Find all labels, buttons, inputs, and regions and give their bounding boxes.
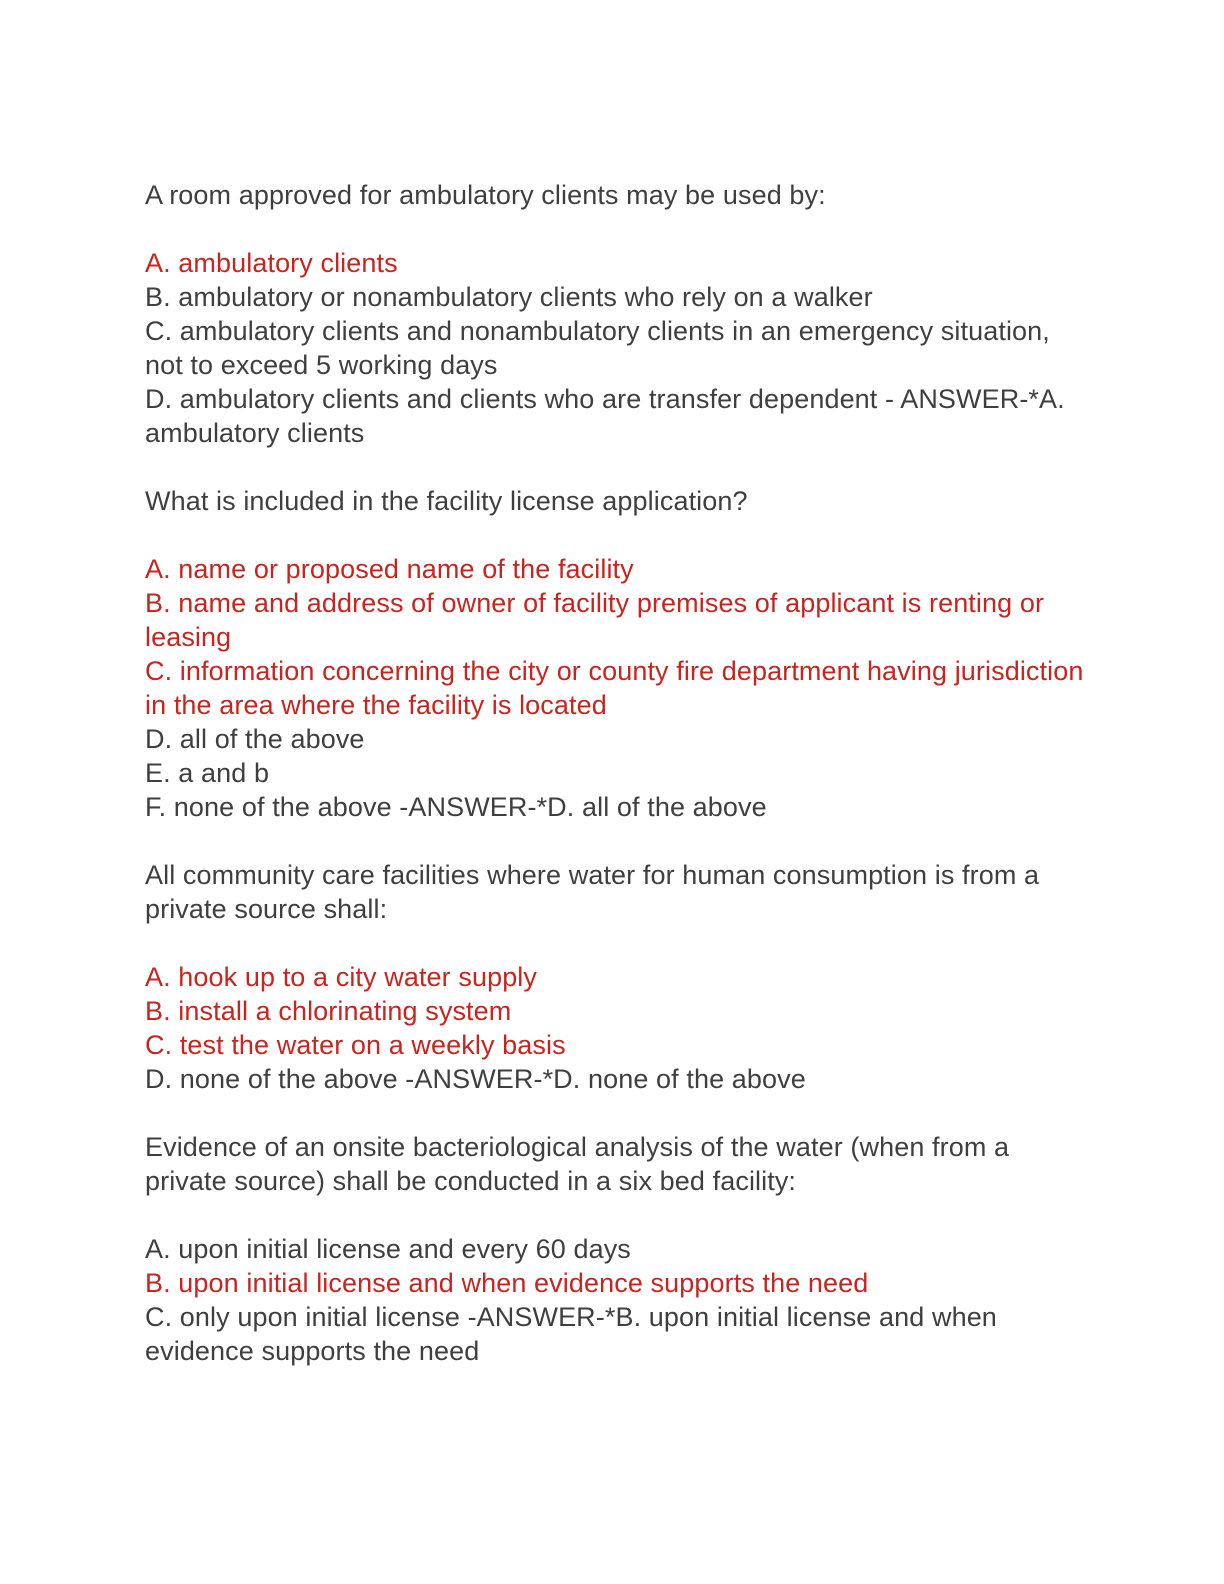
option-line: B. install a chlorinating system [145,996,512,1026]
question-text: All community care facilities where water for human consumption is from a private source shall: [145,860,1040,924]
option-line: C. only upon initial license -ANSWER-*B. upon initial license and when evidence supports the need [145,1302,997,1366]
option-line: B. ambulatory or nonambulatory clients who rely on a walker [145,282,873,312]
question-text: A room approved for ambulatory clients may be used by: [145,180,826,210]
option-line: D. none of the above -ANSWER-*D. none of the above [145,1064,806,1094]
options-group [145,960,1087,1096]
document-page [145,178,1087,1402]
option-line: C. information concerning the city or county fire department having jurisdiction in the area where the facility is located [145,656,1084,720]
option-line: A. upon initial license and every 60 days [145,1234,631,1264]
options-group [145,552,1087,824]
options-group [145,246,1087,450]
option-line: F. none of the above -ANSWER-*D. all of the above [145,792,767,822]
options-group [145,1232,1087,1368]
option-line: A. hook up to a city water supply [145,962,538,992]
option-line: A. ambulatory clients [145,248,398,278]
option-line: B. name and address of owner of facility premises of applicant is renting or leasing [145,588,1045,652]
question-text: Evidence of an onsite bacteriological analysis of the water (when from a private source) shall be conducted in a six bed facility: [145,1132,1010,1196]
option-line: C. test the water on a weekly basis [145,1030,566,1060]
option-line: C. ambulatory clients and nonambulatory clients in an emergency situation, not to exceed 5 working days [145,316,1050,380]
option-line: D. all of the above [145,724,365,754]
question-text: What is included in the facility license application? [145,486,748,516]
option-line: D. ambulatory clients and clients who are transfer dependent - ANSWER-*A. ambulatory clients [145,384,1065,448]
option-line: A. name or proposed name of the facility [145,554,634,584]
option-line: B. upon initial license and when evidence supports the need [145,1268,869,1298]
option-line: E. a and b [145,758,270,788]
questions-list [145,178,1087,1368]
